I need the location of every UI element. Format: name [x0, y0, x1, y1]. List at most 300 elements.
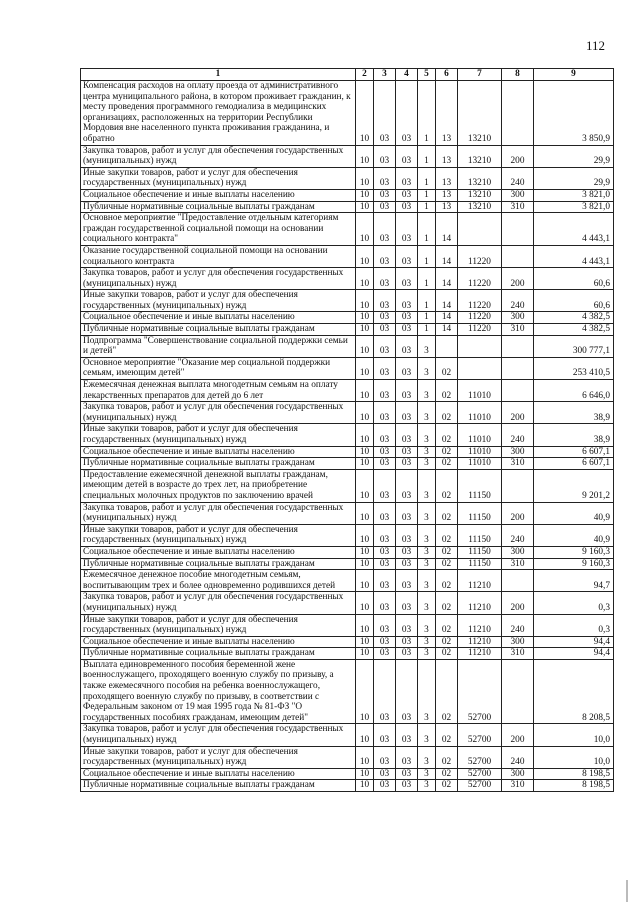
row-amount: 6 607,1	[534, 446, 614, 458]
row-measure: 14	[436, 245, 458, 267]
table-row	[81, 201, 614, 213]
row-section: 10	[356, 524, 374, 546]
row-section: 10	[356, 570, 374, 592]
row-subsection: 03	[374, 145, 396, 167]
row-direction: 11150	[458, 502, 502, 524]
row-section: 10	[356, 546, 374, 558]
row-subprogram: 3	[418, 570, 436, 592]
table-row	[81, 290, 614, 312]
row-amount: 6 646,0	[534, 380, 614, 402]
row-section: 10	[356, 268, 374, 290]
row-subprogram: 3	[418, 502, 436, 524]
row-subprogram: 3	[418, 780, 436, 792]
row-subprogram: 3	[418, 636, 436, 648]
row-program: 03	[396, 469, 418, 502]
row-measure: 02	[436, 458, 458, 470]
row-direction: 11220	[458, 312, 502, 324]
row-measure: 02	[436, 446, 458, 458]
row-subsection: 03	[374, 357, 396, 379]
row-measure: 14	[436, 324, 458, 336]
row-subprogram: 1	[418, 324, 436, 336]
row-subprogram: 3	[418, 768, 436, 780]
row-section: 10	[356, 724, 374, 746]
column-header-4: 4	[396, 69, 418, 81]
row-subsection: 03	[374, 189, 396, 201]
row-name: Иные закупки товаров, работ и услуг для обеспечения государственных (муниципальных) нужд	[81, 524, 356, 546]
row-section: 10	[356, 446, 374, 458]
row-subprogram: 3	[418, 469, 436, 502]
row-direction: 13210	[458, 145, 502, 167]
row-name: Ежемесячное денежное пособие многодетным семьям, воспитывающим трех и более одновременно родившихся детей	[81, 570, 356, 592]
row-program: 03	[396, 558, 418, 570]
row-program: 03	[396, 636, 418, 648]
row-subsection: 03	[374, 335, 396, 357]
row-section: 10	[356, 245, 374, 267]
row-subprogram: 1	[418, 245, 436, 267]
row-section: 10	[356, 81, 374, 146]
row-subprogram: 3	[418, 424, 436, 446]
row-subprogram: 3	[418, 659, 436, 724]
table-row	[81, 402, 614, 424]
row-program: 03	[396, 570, 418, 592]
row-subsection: 03	[374, 724, 396, 746]
table-row	[81, 469, 614, 502]
row-subsection: 03	[374, 558, 396, 570]
row-direction: 11220	[458, 268, 502, 290]
row-measure: 14	[436, 213, 458, 246]
row-subsection: 03	[374, 324, 396, 336]
row-subprogram: 1	[418, 312, 436, 324]
row-amount: 4 443,1	[534, 213, 614, 246]
row-direction: 11210	[458, 570, 502, 592]
row-amount: 3 821,0	[534, 201, 614, 213]
row-subprogram: 1	[418, 290, 436, 312]
row-measure: 14	[436, 268, 458, 290]
table-row	[81, 145, 614, 167]
row-program: 03	[396, 502, 418, 524]
row-subsection: 03	[374, 746, 396, 768]
row-name: Социальное обеспечение и иные выплаты населению	[81, 312, 356, 324]
row-program: 03	[396, 357, 418, 379]
page-number: 112	[586, 38, 606, 53]
row-direction: 11210	[458, 614, 502, 636]
row-measure: 02	[436, 402, 458, 424]
row-expense-type: 240	[502, 290, 534, 312]
row-section: 10	[356, 558, 374, 570]
row-name: Иные закупки товаров, работ и услуг для обеспечения государственных (муниципальных) нужд	[81, 167, 356, 189]
row-section: 10	[356, 335, 374, 357]
row-direction: 52700	[458, 780, 502, 792]
row-program: 03	[396, 402, 418, 424]
row-amount: 4 382,5	[534, 312, 614, 324]
row-name: Публичные нормативные социальные выплаты гражданам	[81, 324, 356, 336]
row-measure: 02	[436, 636, 458, 648]
row-name: Публичные нормативные социальные выплаты гражданам	[81, 458, 356, 470]
row-subsection: 03	[374, 167, 396, 189]
row-section: 10	[356, 380, 374, 402]
row-amount: 8 198,5	[534, 780, 614, 792]
row-subsection: 03	[374, 780, 396, 792]
row-direction: 11210	[458, 636, 502, 648]
table-row	[81, 167, 614, 189]
row-name: Предоставление ежемесячной денежной выплаты гражданам, имеющим детей в возрасте до трех лет, на приобретение специальных молочных продуктов по заключению врачей	[81, 469, 356, 502]
row-amount: 8 208,5	[534, 659, 614, 724]
table-row	[81, 558, 614, 570]
row-direction: 11150	[458, 558, 502, 570]
row-direction: 11010	[458, 380, 502, 402]
row-subsection: 03	[374, 636, 396, 648]
row-amount: 40,9	[534, 502, 614, 524]
column-header-9: 9	[534, 69, 614, 81]
row-direction: 52700	[458, 746, 502, 768]
row-name: Компенсация расходов на оплату проезда от административного центра муниципального района, в котором проживает гражданин, к месту проведения программного гемодиализа в медицинских организациях, расположенных на территории Республики Мордовия вне населенного пункта проживания гражданина, и обратно	[81, 81, 356, 146]
row-subsection: 03	[374, 768, 396, 780]
row-subsection: 03	[374, 524, 396, 546]
row-expense-type	[502, 81, 534, 146]
row-subprogram: 1	[418, 189, 436, 201]
table-row	[81, 636, 614, 648]
row-subsection: 03	[374, 201, 396, 213]
row-amount: 6 607,1	[534, 458, 614, 470]
row-subsection: 03	[374, 424, 396, 446]
row-program: 03	[396, 167, 418, 189]
row-name: Иные закупки товаров, работ и услуг для обеспечения государственных (муниципальных) нужд	[81, 290, 356, 312]
row-subprogram: 3	[418, 592, 436, 614]
row-program: 03	[396, 201, 418, 213]
row-subsection: 03	[374, 592, 396, 614]
row-amount: 94,7	[534, 570, 614, 592]
row-section: 10	[356, 648, 374, 660]
row-measure: 02	[436, 659, 458, 724]
row-expense-type	[502, 357, 534, 379]
column-header-1: 1	[81, 69, 356, 81]
row-subsection: 03	[374, 312, 396, 324]
column-header-8: 8	[502, 69, 534, 81]
row-expense-type: 200	[502, 502, 534, 524]
row-direction: 13210	[458, 189, 502, 201]
row-expense-type: 240	[502, 746, 534, 768]
row-section: 10	[356, 145, 374, 167]
table-row	[81, 724, 614, 746]
table-row	[81, 189, 614, 201]
row-name: Иные закупки товаров, работ и услуг для обеспечения государственных (муниципальных) нужд	[81, 746, 356, 768]
row-subsection: 03	[374, 213, 396, 246]
table-row	[81, 546, 614, 558]
row-name: Социальное обеспечение и иные выплаты населению	[81, 768, 356, 780]
row-section: 10	[356, 213, 374, 246]
table-row	[81, 424, 614, 446]
row-measure: 02	[436, 524, 458, 546]
row-program: 03	[396, 746, 418, 768]
row-section: 10	[356, 324, 374, 336]
row-amount: 3 850,9	[534, 81, 614, 146]
row-expense-type: 300	[502, 312, 534, 324]
row-expense-type: 310	[502, 558, 534, 570]
row-direction: 13210	[458, 167, 502, 189]
row-expense-type: 310	[502, 201, 534, 213]
row-section: 10	[356, 780, 374, 792]
row-amount: 94,4	[534, 636, 614, 648]
row-measure: 02	[436, 746, 458, 768]
row-expense-type: 240	[502, 424, 534, 446]
row-program: 03	[396, 424, 418, 446]
table-row	[81, 592, 614, 614]
row-subprogram: 3	[418, 614, 436, 636]
row-program: 03	[396, 213, 418, 246]
row-subsection: 03	[374, 245, 396, 267]
row-amount: 300 777,1	[534, 335, 614, 357]
row-measure: 13	[436, 167, 458, 189]
row-program: 03	[396, 268, 418, 290]
row-subprogram: 1	[418, 213, 436, 246]
row-program: 03	[396, 312, 418, 324]
row-section: 10	[356, 357, 374, 379]
row-section: 10	[356, 592, 374, 614]
row-program: 03	[396, 592, 418, 614]
table-row	[81, 335, 614, 357]
row-amount: 9 160,3	[534, 558, 614, 570]
row-program: 03	[396, 245, 418, 267]
row-direction: 11220	[458, 245, 502, 267]
row-amount: 4 382,5	[534, 324, 614, 336]
row-name: Основное мероприятие "Предоставление отдельным категориям граждан государственной социальной помощи на основании социального контракта"	[81, 213, 356, 246]
row-measure: 02	[436, 780, 458, 792]
row-section: 10	[356, 402, 374, 424]
row-subprogram: 1	[418, 201, 436, 213]
row-section: 10	[356, 746, 374, 768]
table-row	[81, 458, 614, 470]
row-direction: 11220	[458, 324, 502, 336]
row-name: Иные закупки товаров, работ и услуг для обеспечения государственных (муниципальных) нужд	[81, 614, 356, 636]
row-subsection: 03	[374, 648, 396, 660]
row-amount: 0,3	[534, 614, 614, 636]
row-name: Социальное обеспечение и иные выплаты населению	[81, 189, 356, 201]
row-measure: 02	[436, 768, 458, 780]
row-subprogram: 1	[418, 81, 436, 146]
row-section: 10	[356, 424, 374, 446]
row-expense-type	[502, 245, 534, 267]
row-measure: 02	[436, 357, 458, 379]
row-subprogram: 3	[418, 402, 436, 424]
row-subprogram: 3	[418, 524, 436, 546]
row-measure: 02	[436, 380, 458, 402]
column-header-7: 7	[458, 69, 502, 81]
row-amount: 3 821,0	[534, 189, 614, 201]
row-measure: 02	[436, 424, 458, 446]
column-header-2: 2	[356, 69, 374, 81]
row-expense-type	[502, 659, 534, 724]
row-direction	[458, 213, 502, 246]
row-name: Закупка товаров, работ и услуг для обеспечения государственных (муниципальных) нужд	[81, 145, 356, 167]
row-program: 03	[396, 290, 418, 312]
row-subsection: 03	[374, 81, 396, 146]
row-subprogram: 1	[418, 268, 436, 290]
row-name: Публичные нормативные социальные выплаты гражданам	[81, 201, 356, 213]
row-measure: 14	[436, 312, 458, 324]
row-amount: 38,9	[534, 402, 614, 424]
column-header-6: 6	[436, 69, 458, 81]
row-measure: 02	[436, 648, 458, 660]
row-expense-type: 310	[502, 458, 534, 470]
row-measure: 13	[436, 145, 458, 167]
row-measure: 02	[436, 570, 458, 592]
row-measure: 02	[436, 614, 458, 636]
row-subprogram: 3	[418, 546, 436, 558]
budget-table	[80, 68, 614, 792]
row-name: Закупка товаров, работ и услуг для обеспечения государственных (муниципальных) нужд	[81, 268, 356, 290]
table-row	[81, 357, 614, 379]
row-subsection: 03	[374, 380, 396, 402]
row-program: 03	[396, 724, 418, 746]
scan-edge-mark	[626, 880, 628, 902]
row-amount: 38,9	[534, 424, 614, 446]
table-row	[81, 780, 614, 792]
row-direction: 52700	[458, 768, 502, 780]
row-subprogram: 3	[418, 558, 436, 570]
row-program: 03	[396, 659, 418, 724]
row-amount: 4 443,1	[534, 245, 614, 267]
row-expense-type: 300	[502, 546, 534, 558]
row-name: Подпрограмма "Совершенствование социальной поддержки семьи и детей"	[81, 335, 356, 357]
row-expense-type: 200	[502, 145, 534, 167]
table-row	[81, 312, 614, 324]
row-expense-type: 240	[502, 524, 534, 546]
row-amount: 60,6	[534, 290, 614, 312]
row-amount: 0,3	[534, 592, 614, 614]
table-row	[81, 648, 614, 660]
table-row	[81, 524, 614, 546]
row-section: 10	[356, 201, 374, 213]
row-subprogram: 3	[418, 335, 436, 357]
row-subprogram: 3	[418, 458, 436, 470]
row-program: 03	[396, 189, 418, 201]
row-name: Публичные нормативные социальные выплаты гражданам	[81, 648, 356, 660]
row-subsection: 03	[374, 290, 396, 312]
row-direction: 11010	[458, 458, 502, 470]
row-direction: 11010	[458, 402, 502, 424]
row-program: 03	[396, 446, 418, 458]
row-amount: 10,0	[534, 724, 614, 746]
row-name: Публичные нормативные социальные выплаты гражданам	[81, 558, 356, 570]
row-expense-type	[502, 469, 534, 502]
row-direction: 11220	[458, 290, 502, 312]
row-direction: 13210	[458, 81, 502, 146]
row-section: 10	[356, 469, 374, 502]
row-expense-type: 200	[502, 268, 534, 290]
row-name: Закупка товаров, работ и услуг для обеспечения государственных (муниципальных) нужд	[81, 592, 356, 614]
row-program: 03	[396, 145, 418, 167]
table-body	[81, 81, 614, 792]
row-section: 10	[356, 189, 374, 201]
row-measure: 13	[436, 201, 458, 213]
row-direction: 13210	[458, 201, 502, 213]
row-name: Социальное обеспечение и иные выплаты населению	[81, 636, 356, 648]
row-direction	[458, 335, 502, 357]
row-section: 10	[356, 659, 374, 724]
row-program: 03	[396, 324, 418, 336]
row-expense-type: 300	[502, 189, 534, 201]
row-expense-type: 200	[502, 402, 534, 424]
row-expense-type: 310	[502, 648, 534, 660]
row-name: Публичные нормативные социальные выплаты гражданам	[81, 780, 356, 792]
row-measure: 13	[436, 81, 458, 146]
table-row	[81, 245, 614, 267]
row-subsection: 03	[374, 502, 396, 524]
row-measure: 02	[436, 558, 458, 570]
row-program: 03	[396, 648, 418, 660]
row-subprogram: 3	[418, 380, 436, 402]
row-subsection: 03	[374, 570, 396, 592]
row-section: 10	[356, 290, 374, 312]
row-expense-type: 310	[502, 780, 534, 792]
table-row	[81, 768, 614, 780]
row-expense-type: 300	[502, 636, 534, 648]
row-direction	[458, 357, 502, 379]
row-name: Социальное обеспечение и иные выплаты населению	[81, 446, 356, 458]
row-name: Иные закупки товаров, работ и услуг для обеспечения государственных (муниципальных) нужд	[81, 424, 356, 446]
row-measure: 02	[436, 469, 458, 502]
row-name: Оказание государственной социальной помощи на основании социального контракта	[81, 245, 356, 267]
row-direction: 11150	[458, 469, 502, 502]
row-amount: 29,9	[534, 145, 614, 167]
row-direction: 11210	[458, 592, 502, 614]
header-row	[81, 69, 614, 81]
row-subprogram: 3	[418, 648, 436, 660]
row-section: 10	[356, 502, 374, 524]
row-amount: 29,9	[534, 167, 614, 189]
row-measure: 02	[436, 592, 458, 614]
row-name: Закупка товаров, работ и услуг для обеспечения государственных (муниципальных) нужд	[81, 724, 356, 746]
column-header-3: 3	[374, 69, 396, 81]
table-row	[81, 268, 614, 290]
row-subprogram: 3	[418, 357, 436, 379]
row-program: 03	[396, 768, 418, 780]
row-program: 03	[396, 614, 418, 636]
row-section: 10	[356, 636, 374, 648]
row-measure: 13	[436, 189, 458, 201]
row-direction: 52700	[458, 724, 502, 746]
row-expense-type: 310	[502, 324, 534, 336]
row-program: 03	[396, 780, 418, 792]
row-subprogram: 1	[418, 167, 436, 189]
row-subsection: 03	[374, 614, 396, 636]
row-program: 03	[396, 458, 418, 470]
row-subprogram: 3	[418, 746, 436, 768]
row-expense-type: 240	[502, 167, 534, 189]
row-expense-type	[502, 570, 534, 592]
row-name: Закупка товаров, работ и услуг для обеспечения государственных (муниципальных) нужд	[81, 402, 356, 424]
row-amount: 94,4	[534, 648, 614, 660]
row-direction: 11010	[458, 446, 502, 458]
row-amount: 10,0	[534, 746, 614, 768]
row-name: Ежемесячная денежная выплата многодетным семьям на оплату лекарственных препаратов для детей до 6 лет	[81, 380, 356, 402]
row-name: Социальное обеспечение и иные выплаты населению	[81, 546, 356, 558]
row-direction: 11010	[458, 424, 502, 446]
row-program: 03	[396, 335, 418, 357]
row-direction: 11210	[458, 648, 502, 660]
row-subsection: 03	[374, 659, 396, 724]
row-name: Закупка товаров, работ и услуг для обеспечения государственных (муниципальных) нужд	[81, 502, 356, 524]
row-name: Основное мероприятие "Оказание мер социальной поддержки семьям, имеющим детей"	[81, 357, 356, 379]
row-measure: 02	[436, 502, 458, 524]
row-expense-type: 200	[502, 724, 534, 746]
row-subsection: 03	[374, 546, 396, 558]
table-row	[81, 502, 614, 524]
row-expense-type: 240	[502, 614, 534, 636]
row-subsection: 03	[374, 458, 396, 470]
row-section: 10	[356, 312, 374, 324]
table-row	[81, 380, 614, 402]
